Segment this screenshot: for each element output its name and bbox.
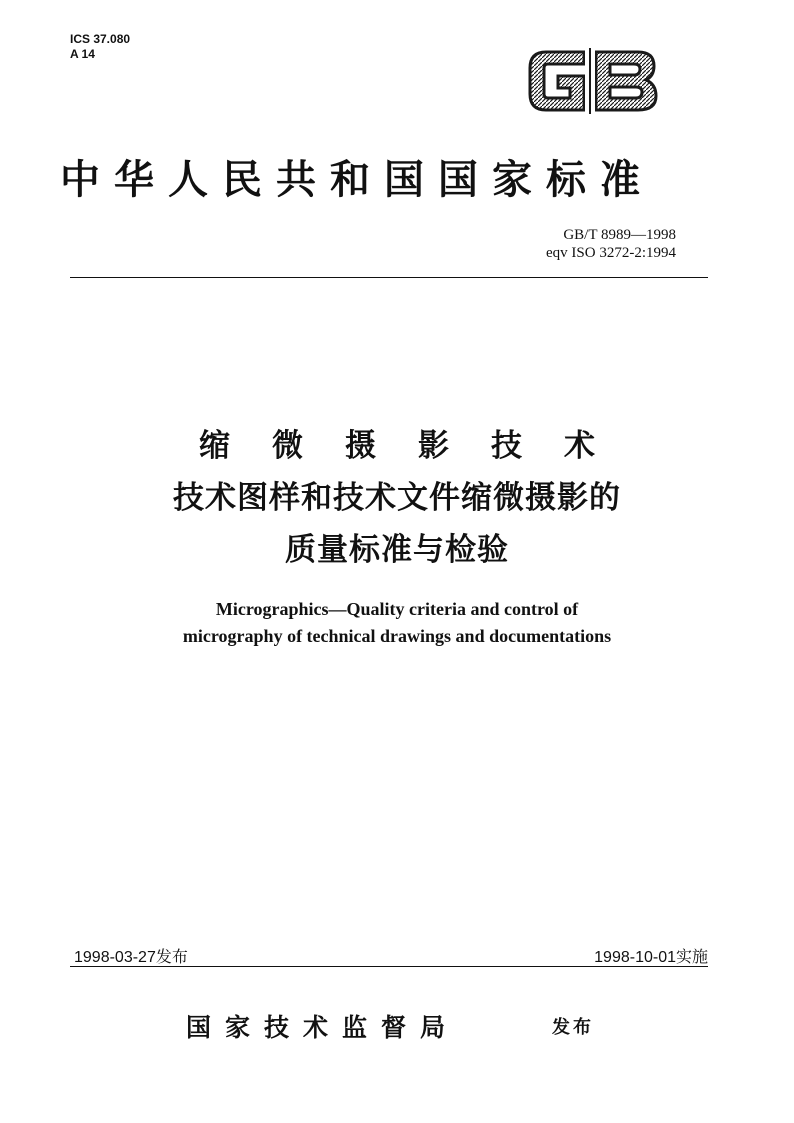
classification-block [70, 32, 130, 62]
header-divider [70, 277, 708, 278]
iso-equivalence: eqv ISO 3272-2:1994 [546, 245, 676, 261]
footer-divider [70, 966, 708, 967]
class-code: A 14 [70, 47, 95, 61]
standard-number-block [546, 226, 676, 262]
gb-logo-graphic [522, 42, 662, 118]
chinese-title-line-2: 技术图样和技术文件缩微摄影的 [173, 480, 621, 516]
issue-date: 1998-03-27发布 [74, 949, 188, 966]
issuing-action: 发布 [552, 1017, 594, 1038]
english-title [0, 596, 794, 650]
ics-code: ICS 37.080 [70, 32, 131, 46]
chinese-title [0, 420, 794, 576]
standard-number: GB/T 8989—1998 [563, 227, 676, 243]
english-title-line-2: micrography of technical drawings and documentations [182, 626, 612, 646]
gb-logo [522, 42, 662, 118]
effective-date: 1998-10-01实施 [594, 949, 708, 966]
chinese-title-line-1: 缩微摄影技术 [199, 428, 637, 464]
national-standard-heading: 中华人民共和国国家标准 [60, 156, 654, 203]
issuing-authority: 国家技术监督局 [186, 1013, 460, 1042]
english-title-line-1: Micrographics—Quality criteria and control of [215, 599, 579, 619]
chinese-title-line-3: 质量标准与检验 [285, 532, 509, 568]
